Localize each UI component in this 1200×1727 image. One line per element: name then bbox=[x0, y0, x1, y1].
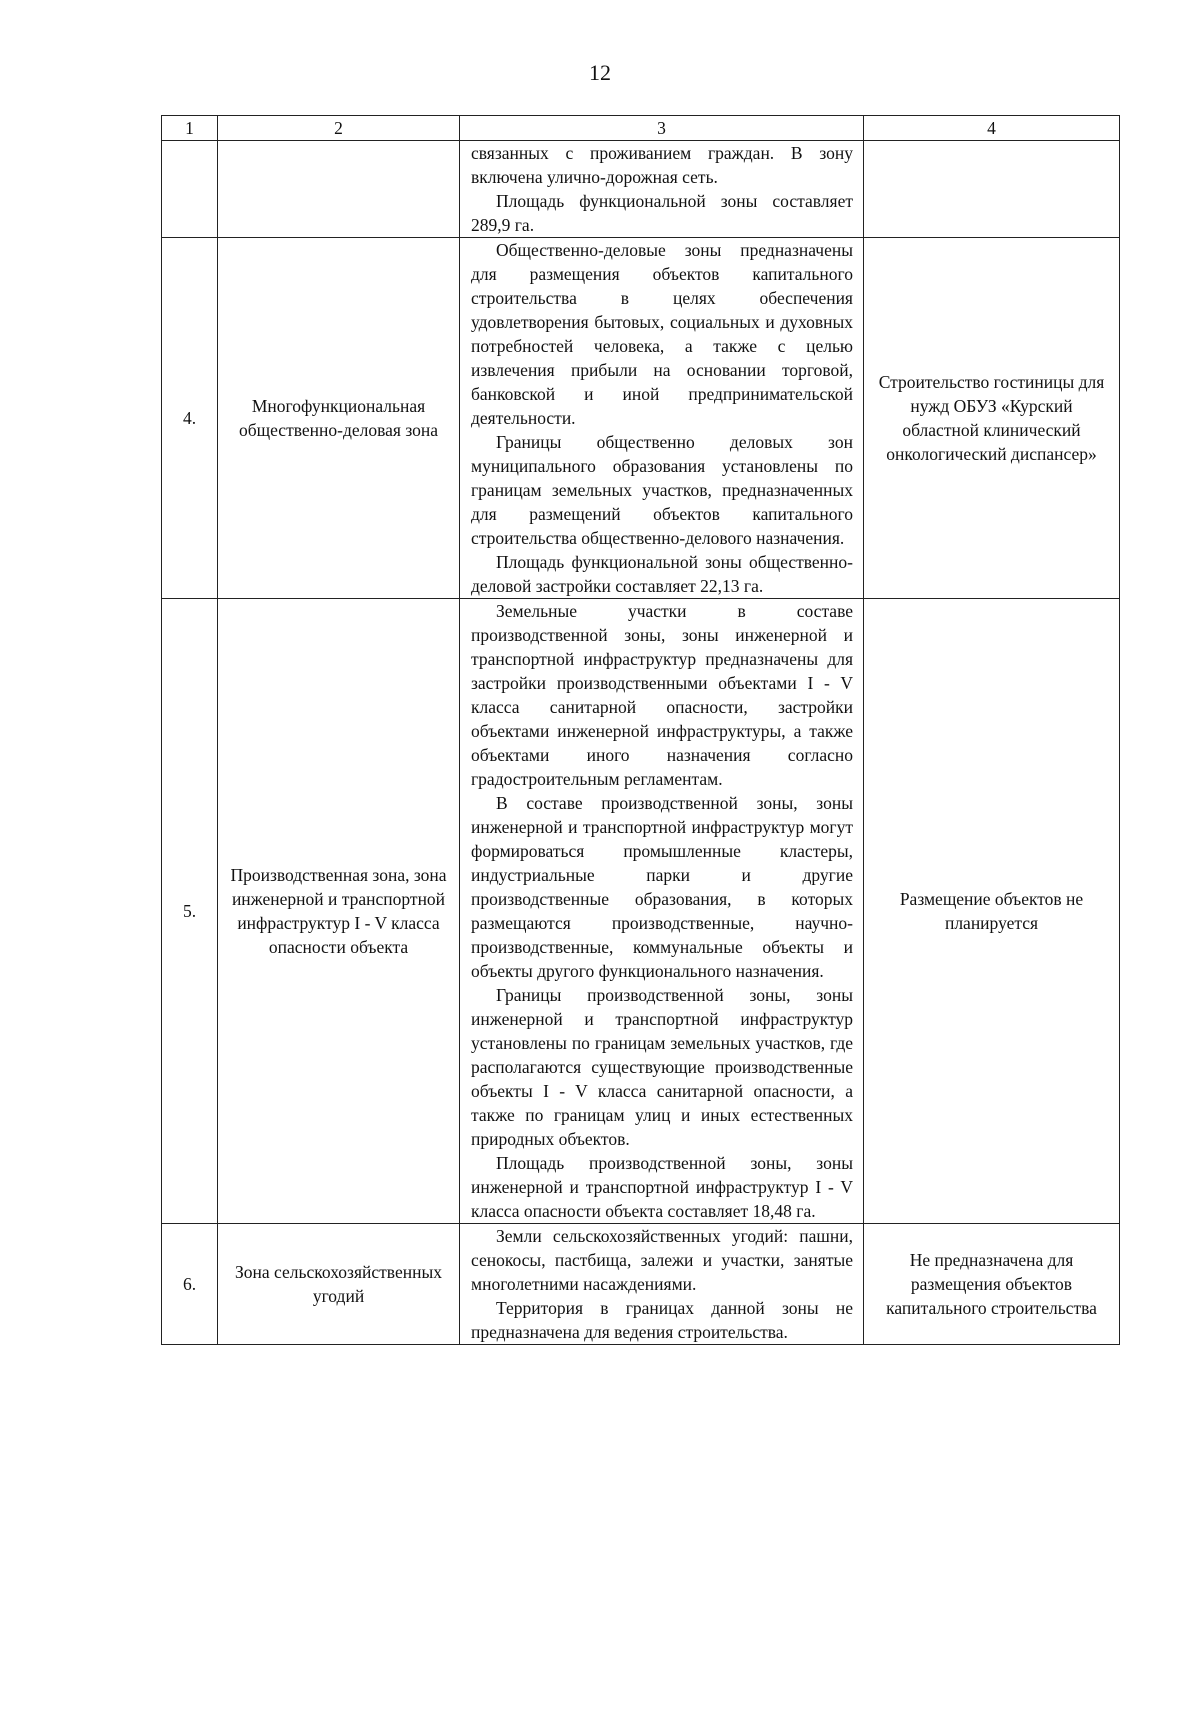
description-paragraph: связанных с проживанием граждан. В зону включена улично-дорожная сеть. bbox=[471, 143, 853, 187]
row-number: 5. bbox=[162, 599, 218, 1224]
description-paragraph: Границы производственной зоны, зоны инженерной и транспортной инфраструктур установлены по границам земельных участков, где располагаются существующие производственные объекты I - V класса санитарной опасности, а также по границам улиц и иных естественных природных объектов. bbox=[471, 985, 853, 1149]
header-cell: 2 bbox=[218, 116, 460, 141]
zone-note: Не предназначена для размещения объектов капитального строительства bbox=[864, 1224, 1120, 1345]
zone-name: Многофункциональная общественно-деловая зона bbox=[218, 238, 460, 599]
page-number: 12 bbox=[589, 60, 611, 85]
zone-description bbox=[460, 599, 864, 1224]
table-row bbox=[162, 141, 1120, 238]
zone-description bbox=[460, 1224, 864, 1345]
description-paragraph: Площадь функциональной зоны составляет 289,9 га. bbox=[471, 191, 853, 235]
header-cell: 3 bbox=[460, 116, 864, 141]
table-header-row bbox=[162, 116, 1120, 141]
zones-table bbox=[161, 115, 1120, 1345]
header-cell: 4 bbox=[864, 116, 1120, 141]
row-number: 4. bbox=[162, 238, 218, 599]
description-paragraph: Общественно-деловые зоны предназначены для размещения объектов капитального строительства в целях обеспечения удовлетворения бытовых, социальных и духовных потребностей человека, а также с целью извлечения прибыли на основании торговой, банковской и иной предпринимательской деятельности. bbox=[471, 240, 853, 428]
zone-description bbox=[460, 238, 864, 599]
description-paragraph: Территория в границах данной зоны не предназначена для ведения строительства. bbox=[471, 1298, 853, 1342]
description-paragraph: Земли сельскохозяйственных угодий: пашни, сенокосы, пастбища, залежи и участки, занятые многолетними насаждениями. bbox=[471, 1226, 853, 1294]
zone-note: Размещение объектов не планируется bbox=[864, 599, 1120, 1224]
description-paragraph: Границы общественно деловых зон муниципального образования установлены по границам земельных участков, предназначенных для размещений объектов капитального строительства общественно-делового назначения. bbox=[471, 432, 853, 548]
zone-name bbox=[218, 141, 460, 238]
zone-name: Зона сельскохозяйственных угодий bbox=[218, 1224, 460, 1345]
zone-description bbox=[460, 141, 864, 238]
description-paragraph: Земельные участки в составе производственной зоны, зоны инженерной и транспортной инфраструктур предназначены для застройки производственными объектами I - V класса санитарной опасности, застройки объектами инженерной инфраструктуры, а также объектами иного назначения согласно градостроительным регламентам. bbox=[471, 601, 853, 789]
row-number bbox=[162, 141, 218, 238]
description-paragraph: В составе производственной зоны, зоны инженерной и транспортной инфраструктур могут формироваться промышленные кластеры, индустриальные парки и другие производственные образования, в которых размещаются производственные, научно-производственные, коммунальные объекты и объекты другого функционального назначения. bbox=[471, 793, 853, 981]
description-paragraph: Площадь функциональной зоны общественно-деловой застройки составляет 22,13 га. bbox=[471, 552, 853, 596]
table-row bbox=[162, 599, 1120, 1224]
table-row bbox=[162, 238, 1120, 599]
zone-note bbox=[864, 141, 1120, 238]
header-cell: 1 bbox=[162, 116, 218, 141]
zone-note: Строительство гостиницы для нужд ОБУЗ «Курский областной клинический онкологический диспансер» bbox=[864, 238, 1120, 599]
zone-name: Производственная зона, зона инженерной и транспортной инфраструктур I - V класса опасности объекта bbox=[218, 599, 460, 1224]
row-number: 6. bbox=[162, 1224, 218, 1345]
table-row bbox=[162, 1224, 1120, 1345]
description-paragraph: Площадь производственной зоны, зоны инженерной и транспортной инфраструктур I - V класса опасности объекта составляет 18,48 га. bbox=[471, 1153, 853, 1221]
